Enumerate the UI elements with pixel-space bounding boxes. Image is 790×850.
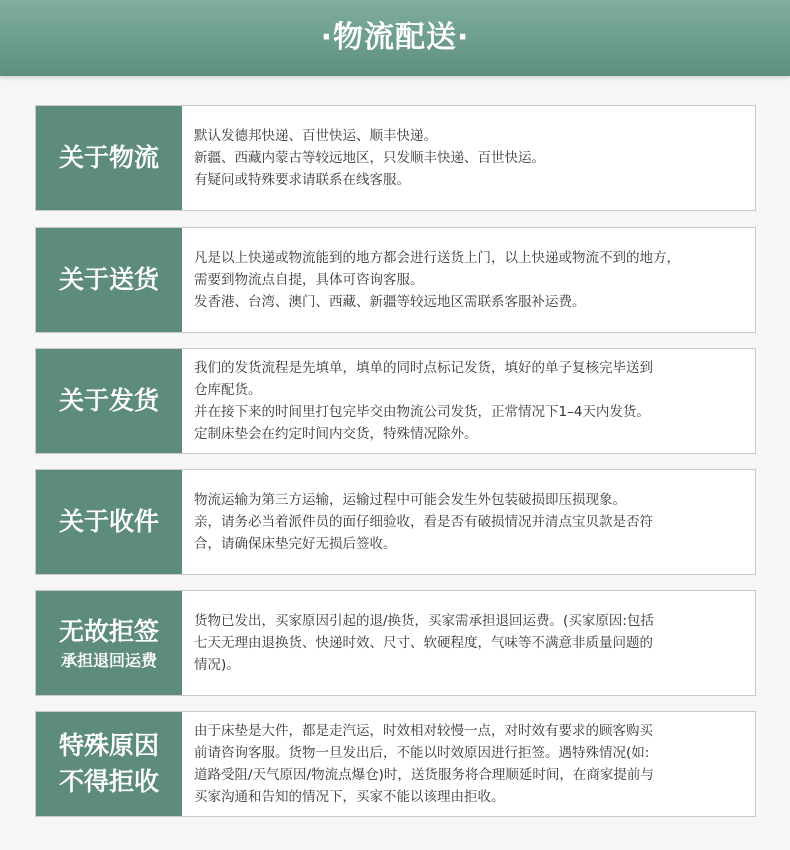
content-line: 新疆、西藏内蒙古等较远地区，只发顺丰快递、百世快运。 — [194, 150, 545, 166]
section-receiving — [35, 469, 756, 575]
section-content — [194, 591, 747, 695]
section-label: 关于发货 — [58, 386, 159, 415]
section-label: 特殊原因 — [58, 731, 159, 760]
header-banner — [0, 0, 790, 76]
content-line: 货物已发出，买家原因引起的退/换货，买家需承担退回运费。(买家原因:包括 — [194, 613, 654, 629]
section-logistics — [35, 105, 756, 211]
content-line: 道路受阻/天气原因/物流点爆仓)时，送货服务将合理顺延时间，在商家提前与 — [194, 767, 654, 783]
section-sublabel: 承担退回运费 — [60, 651, 157, 670]
section-label: 关于送货 — [58, 265, 159, 294]
content-line: 亲，请务必当着派件员的面仔细验收，看是否有破损情况并清点宝贝款是否符 — [194, 514, 653, 530]
section-content — [194, 349, 747, 453]
content-line: 我们的发货流程是先填单，填单的同时点标记发货，填好的单子复核完毕送到 — [194, 360, 653, 376]
section-label-box — [36, 470, 182, 574]
section-label-box — [36, 106, 182, 210]
content-line: 默认发德邦快递、百世快运、顺丰快递。 — [194, 128, 437, 144]
section-content — [194, 106, 747, 210]
section-special — [35, 711, 756, 817]
content-line: 需要到物流点自提，具体可咨询客服。 — [194, 272, 424, 288]
content-line: 物流运输为第三方运输，运输过程中可能会发生外包装破损即压损现象。 — [194, 492, 626, 508]
content-line: 合，请确保床垫完好无损后签收。 — [194, 536, 397, 552]
section-label-box — [36, 349, 182, 453]
content-line: 发香港、台湾、澳门、西藏、新疆等较远地区需联系客服补运费。 — [194, 294, 586, 310]
section-label-box — [36, 228, 182, 332]
section-shipping — [35, 348, 756, 454]
content-line: 情况)。 — [194, 657, 240, 673]
section-content — [194, 712, 747, 816]
content-line: 定制床垫会在约定时间内交货，特殊情况除外。 — [194, 426, 478, 442]
content-line: 前请咨询客服。货物一旦发出后，不能以时效原因进行拒签。遇特殊情况(如: — [194, 745, 650, 761]
section-content — [194, 470, 747, 574]
content-line: 并在接下来的时间里打包完毕交由物流公司发货，正常情况下1–4天内发货。 — [194, 404, 650, 420]
content-line: 买家沟通和告知的情况下，买家不能以该理由拒收。 — [194, 789, 505, 805]
section-label: 关于收件 — [58, 507, 159, 536]
section-label: 关于物流 — [58, 143, 159, 172]
content-line: 有疑问或特殊要求请联系在线客服。 — [194, 172, 410, 188]
section-content — [194, 228, 747, 332]
content-line: 由于床垫是大件，都是走汽运，时效相对较慢一点，对时效有要求的顾客购买 — [194, 723, 653, 739]
section-label-second-line: 不得拒收 — [58, 767, 159, 796]
section-label-box — [36, 591, 182, 695]
page-title: ·物流配送· — [320, 20, 470, 55]
section-label: 无故拒签 — [58, 617, 159, 646]
content-line: 七天无理由退换货、快递时效、尺寸、软硬程度，气味等不满意非质量问题的 — [194, 635, 653, 651]
content-line: 凡是以上快递或物流能到的地方都会进行送货上门，以上快递或物流不到的地方， — [194, 250, 680, 266]
content-line: 仓库配货。 — [194, 382, 262, 398]
section-refusal — [35, 590, 756, 696]
section-label-box — [36, 712, 182, 816]
section-delivery — [35, 227, 756, 333]
